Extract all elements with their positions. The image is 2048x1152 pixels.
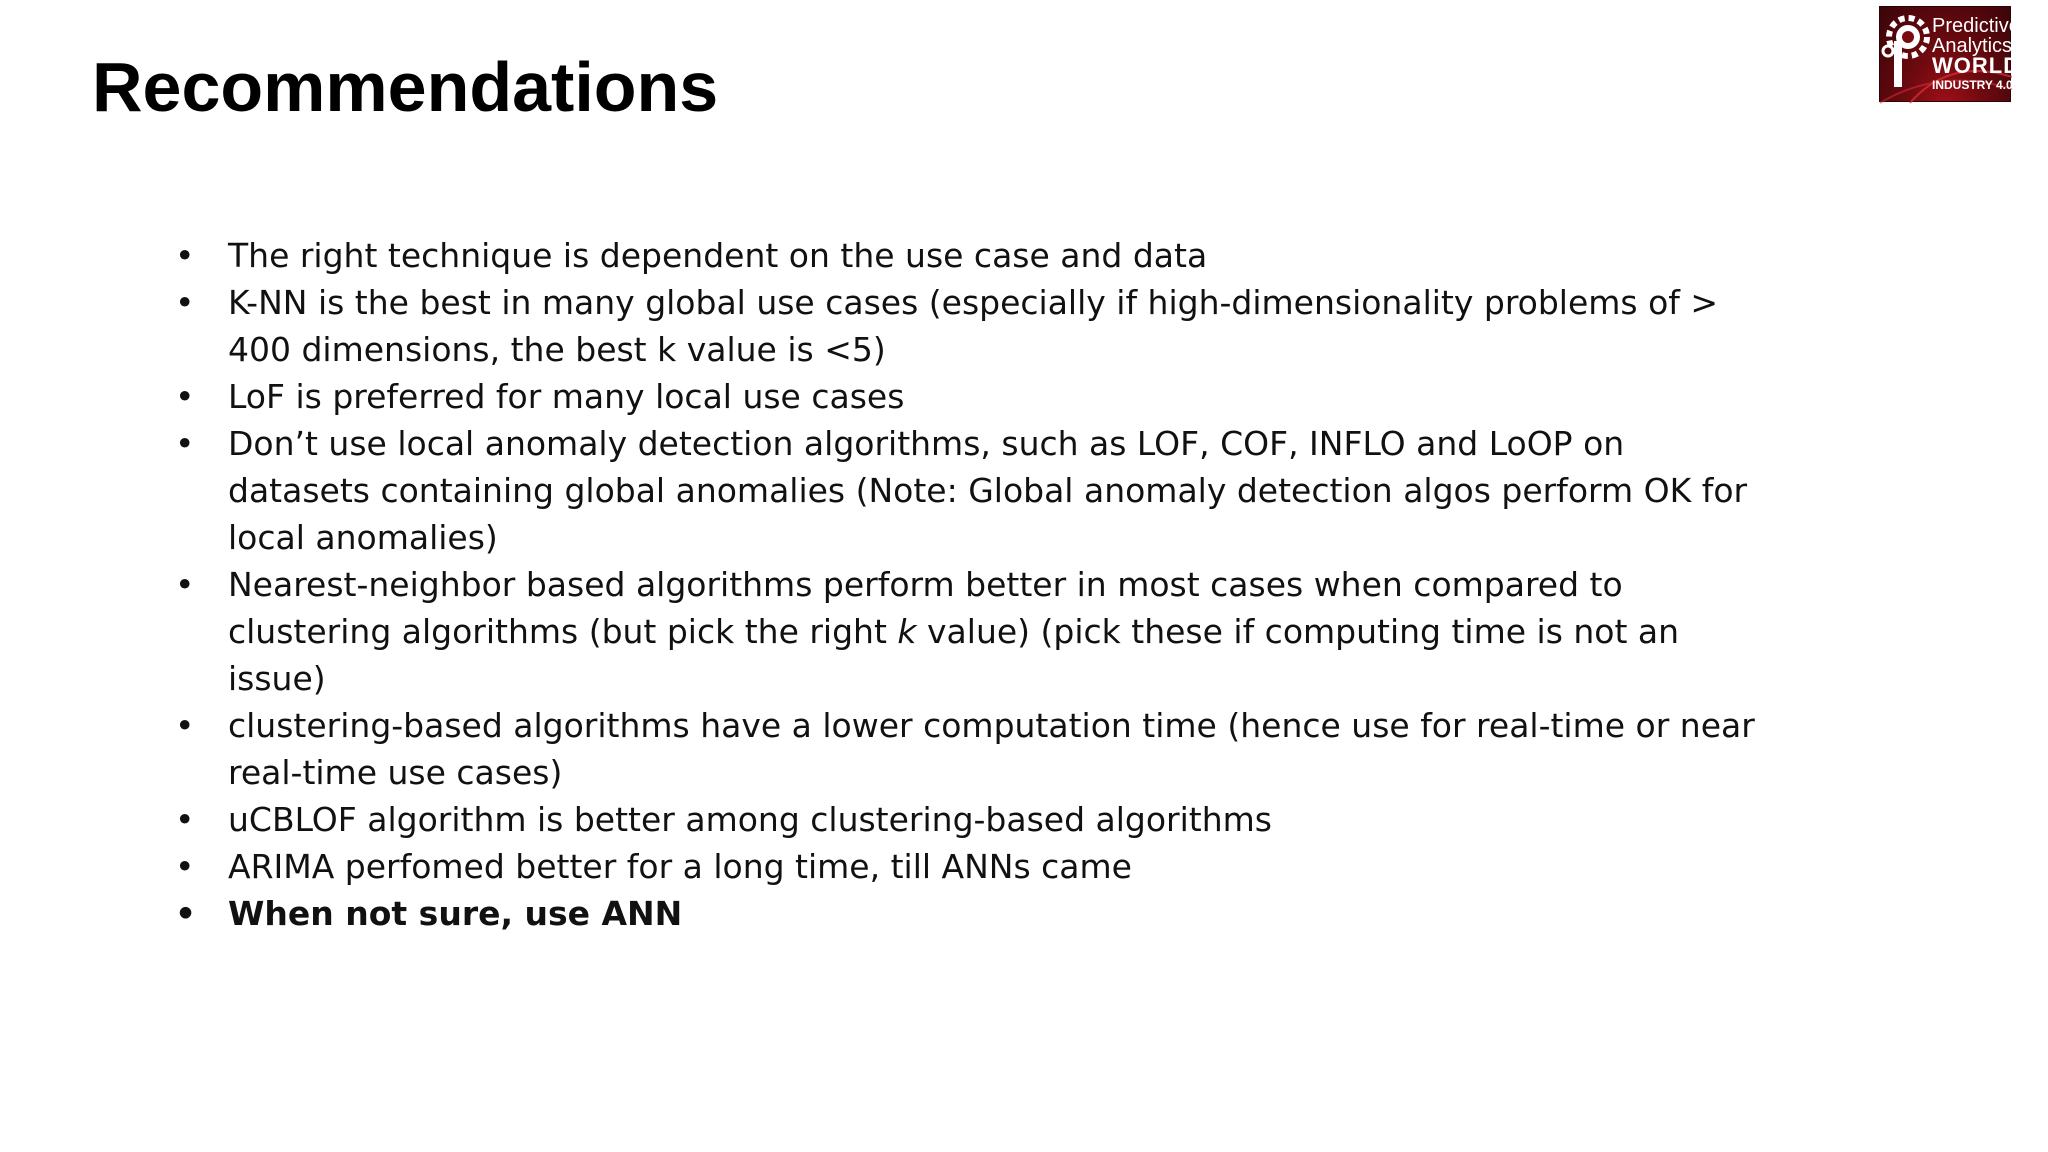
predictive-analytics-world-logo — [1879, 6, 2021, 102]
list-item-text-part: value) (pick these if computing time is not an issue) — [228, 612, 1680, 698]
logo-line-predictive: Predictive — [1932, 15, 2020, 37]
list-item — [175, 279, 1775, 373]
k-variable: k — [897, 612, 917, 651]
list-item-text — [228, 565, 1679, 698]
bullet-icon: • — [175, 800, 195, 839]
bullet-icon: • — [175, 847, 195, 886]
logo-line-analytics: Analytics — [1932, 35, 2013, 57]
bullet-icon: • — [175, 377, 195, 416]
list-item-text: K-NN is the best in many global use cases (especially if high-dimensionality problems of > 400 dimensions, the best k value is <5) — [228, 283, 1719, 369]
bullet-icon: • — [175, 894, 197, 933]
bullet-icon: • — [175, 706, 195, 745]
logo-line-industry: INDUSTRY 4.0 — [1932, 78, 2013, 92]
slide-title: Recommendations — [92, 48, 719, 126]
list-item-text: clustering-based algorithms have a lower computation time (hence use for real-time or near real-time use cases) — [228, 706, 1755, 792]
bullet-icon: • — [175, 236, 195, 275]
recommendations-list — [175, 232, 1775, 937]
list-item — [175, 561, 1775, 702]
list-item-text: uCBLOF algorithm is better among clustering-based algorithms — [228, 800, 1272, 839]
list-item — [175, 232, 1775, 279]
list-item-text: ARIMA perfomed better for a long time, till ANNs came — [228, 847, 1132, 886]
bullet-icon: • — [175, 565, 195, 604]
list-item — [175, 890, 1775, 937]
logo-line-world: WORLD — [1932, 53, 2021, 78]
list-item — [175, 796, 1775, 843]
list-item-text: LoF is preferred for many local use cases — [228, 377, 905, 416]
list-item-text-part: Nearest-neighbor based algorithms perform better in most cases when compared to clustering algorithms (but pick the right — [228, 565, 1623, 651]
list-item-text: The right technique is dependent on the use case and data — [228, 236, 1208, 275]
list-item-text: Don’t use local anomaly detection algorithms, such as LOF, COF, INFLO and LoOP on datasets containing global anomalies (Note: Global anomaly detection algos perform OK for local anomalies) — [228, 424, 1748, 557]
list-item-text: When not sure, use ANN — [228, 894, 683, 933]
list-item — [175, 843, 1775, 890]
list-item — [175, 373, 1775, 420]
bullet-icon: • — [175, 424, 195, 463]
list-item — [175, 420, 1775, 561]
bullet-icon: • — [175, 283, 195, 322]
list-item — [175, 702, 1775, 796]
